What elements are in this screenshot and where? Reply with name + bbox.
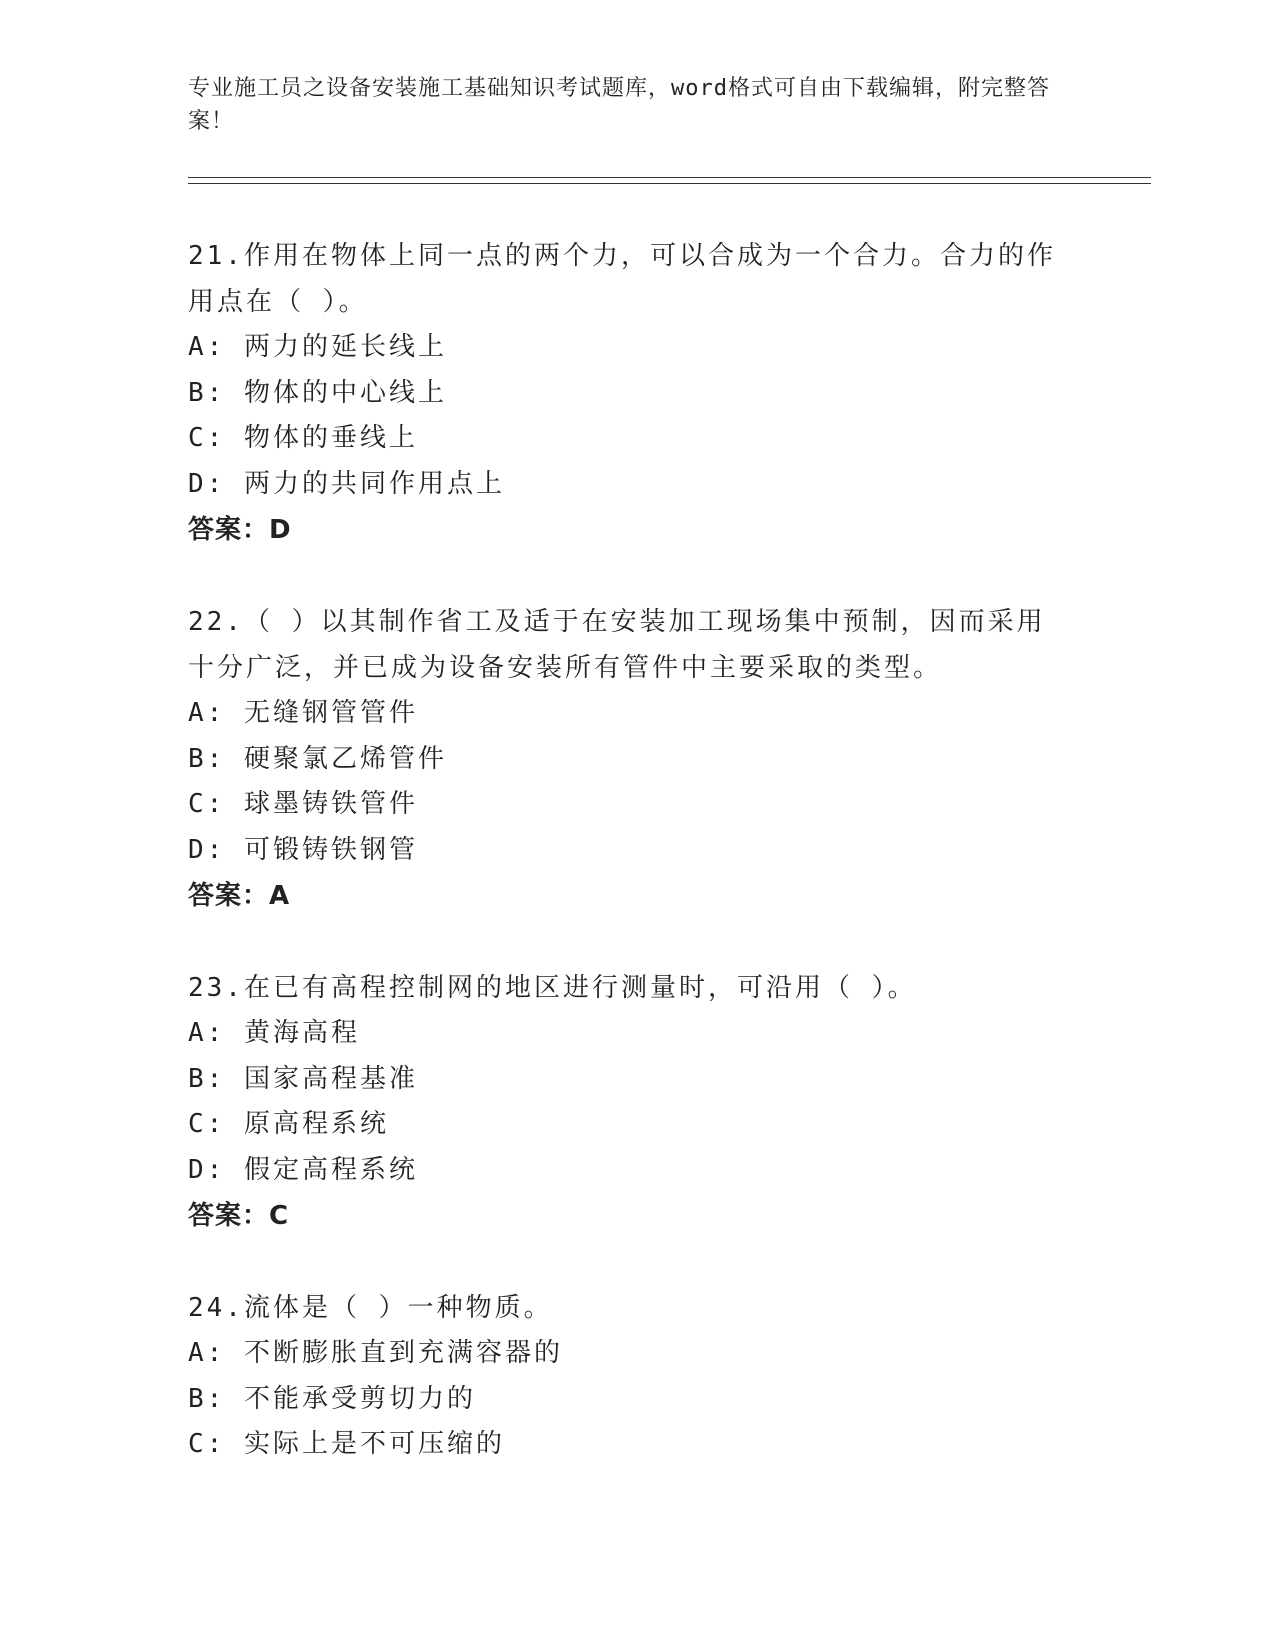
option-a: A: 无缝钢管管件 — [188, 698, 418, 728]
question-21 — [188, 233, 1068, 553]
option-d: D: 两力的共同作用点上 — [188, 468, 505, 499]
header-divider-secondary — [188, 183, 1151, 184]
question-list — [188, 233, 1068, 1514]
option-b: B: 物体的中心线上 — [188, 377, 447, 408]
option-a: A: 黄海高程 — [188, 1018, 360, 1048]
option-c: C: 物体的垂线上 — [188, 423, 418, 453]
option-c: C: 实际上是不可压缩的 — [188, 1429, 505, 1459]
question-stem: 22.（ ）以其制作省工及适于在安装加工现场集中预制，因而采用十分广泛，并已成为设备安装所有管件中主要采取的类型。 — [188, 607, 1046, 683]
option-c: C: 球墨铸铁管件 — [188, 789, 418, 819]
answer: 答案：D — [188, 515, 292, 545]
question-24 — [188, 1285, 1068, 1468]
option-b: B: 硬聚氯乙烯管件 — [188, 743, 447, 774]
question-stem: 21.作用在物体上同一点的两个力，可以合成为一个合力。合力的作用点在（ ）。 — [188, 241, 1056, 317]
option-b: B: 不能承受剪切力的 — [188, 1383, 476, 1414]
option-b: B: 国家高程基准 — [188, 1063, 418, 1094]
option-a: A: 两力的延长线上 — [188, 332, 447, 362]
option-a: A: 不断膨胀直到充满容器的 — [188, 1338, 563, 1368]
question-stem: 23.在已有高程控制网的地区进行测量时，可沿用（ ）。 — [188, 973, 917, 1003]
question-22 — [188, 599, 1068, 919]
document-header: 专业施工员之设备安装施工基础知识考试题库，word格式可自由下载编辑，附完整答案！ — [188, 76, 1050, 134]
question-stem: 24.流体是（ ）一种物质。 — [188, 1293, 553, 1323]
option-d: D: 可锻铸铁钢管 — [188, 834, 418, 865]
answer: 答案：A — [188, 881, 291, 911]
header-divider — [188, 177, 1151, 178]
option-d: D: 假定高程系统 — [188, 1154, 418, 1185]
option-c: C: 原高程系统 — [188, 1109, 389, 1139]
answer: 答案：C — [188, 1201, 290, 1231]
question-23 — [188, 965, 1068, 1239]
